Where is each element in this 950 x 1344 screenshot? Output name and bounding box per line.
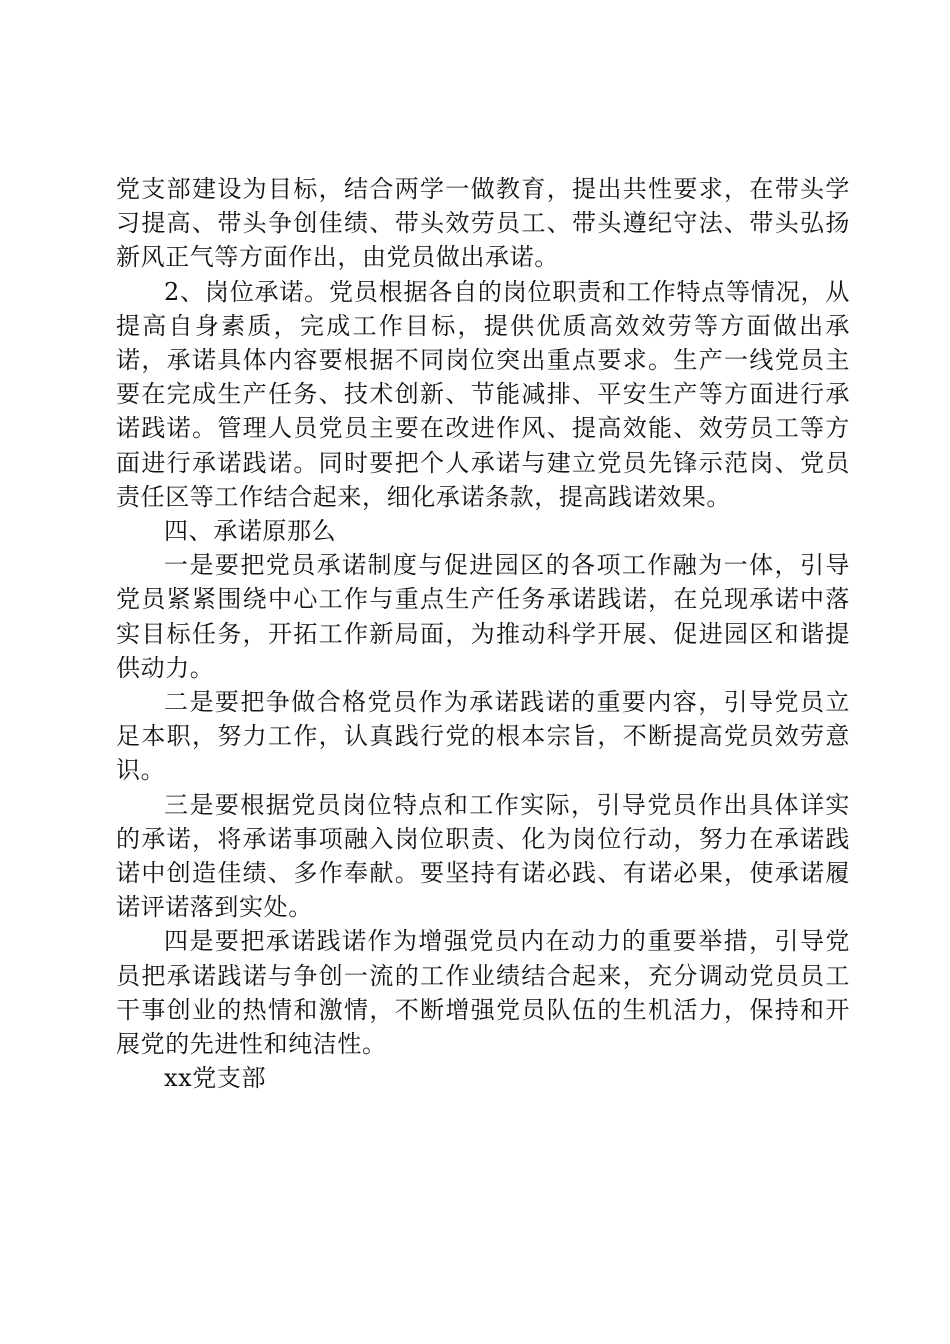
section-heading-principles: 四、承诺原那么 [164,517,337,546]
paragraph-principle-1: 一是要把党员承诺制度与促进园区的各项工作融为一体，引导党员紧紧围绕中心工作与重点生产任务承诺践诺，在兑现承诺中落实目标任务，开拓工作新局面，为推动科学开展、促进园区和谐提供动力。 [116,551,850,682]
paragraph-principle-3: 三是要根据党员岗位特点和工作实际，引导党员作出具体详实的承诺，将承诺事项融入岗位职责、化为岗位行动，努力在承诺践诺中创造佳绩、多作奉献。要坚持有诺必践、有诺必果，使承诺履诺评诺落到实处。 [116,790,850,922]
document-body [116,172,850,1095]
paragraph-continuation: 党支部建设为目标，结合两学一做教育，提出共性要求，在带头学习提高、带头争创佳绩、带头效劳员工、带头遵纪守法、带头弘扬新风正气等方面作出，由党员做出承诺。 [116,175,850,272]
signature: xx党支部 [164,1064,267,1093]
paragraph-principle-4: 四是要把承诺践诺作为增强党员内在动力的重要举措，引导党员把承诺践诺与争创一流的工作业绩结合起来，充分调动党员员工干事创业的热情和激情，不断增强党员队伍的生机活力，保持和开展党的先进性和纯洁性。 [116,927,850,1059]
paragraph-principle-2: 二是要把争做合格党员作为承诺践诺的重要内容，引导党员立足本职，努力工作，认真践行党的根本宗旨，不断提高党员效劳意识。 [116,688,850,785]
paragraph-post-commitment: 2、岗位承诺。党员根据各自的岗位职责和工作特点等情况，从提高自身素质，完成工作目标，提供优质高效效劳等方面做出承诺，承诺具体内容要根据不同岗位突出重点要求。生产一线党员主要在完成生产任务、技术创新、节能减排、平安生产等方面进行承诺践诺。管理人员党员主要在改进作风、提高效能、效劳员工等方面进行承诺践诺。同时要把个人承诺与建立党员先锋示范岗、党员责任区等工作结合起来，细化承诺条款，提高践诺效果。 [116,277,850,511]
